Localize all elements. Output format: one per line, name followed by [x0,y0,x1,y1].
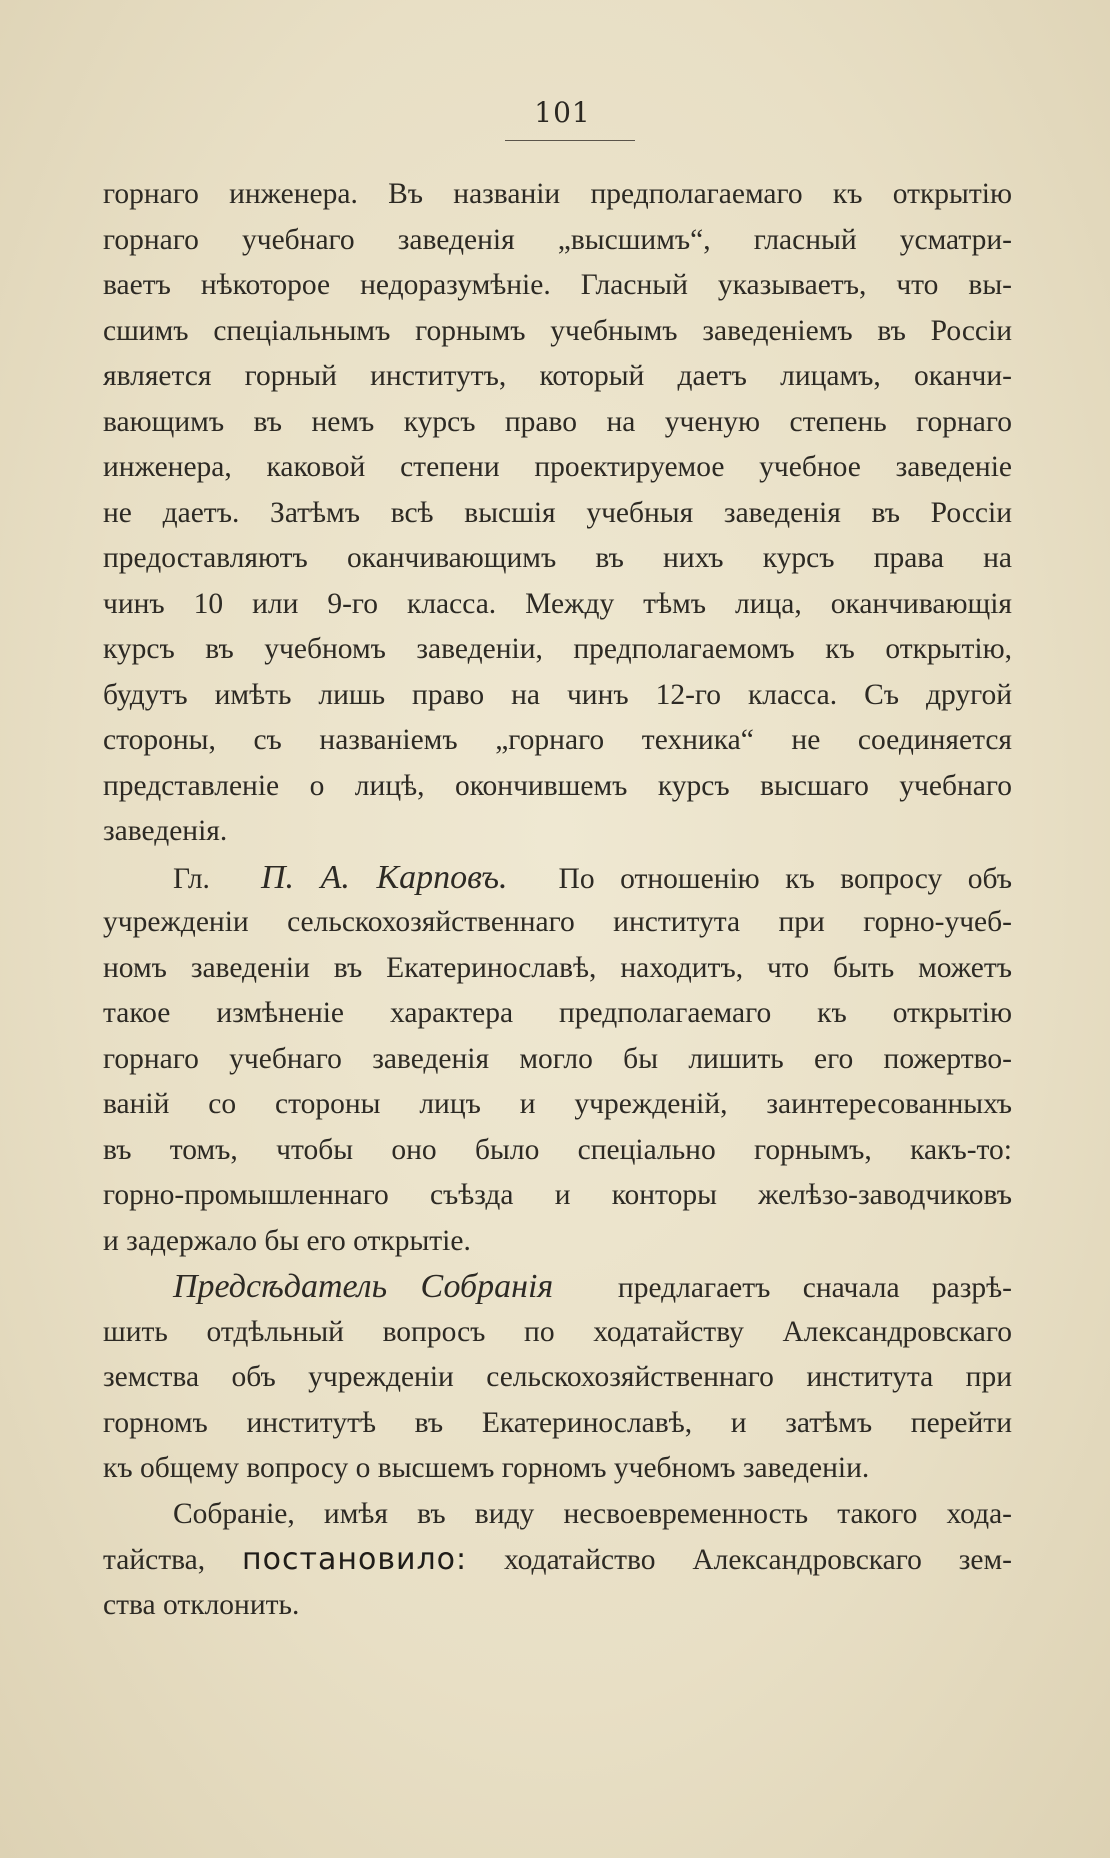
text-line: вающимъ въ немъ курсъ право на ученую степень горнаго [103,405,1012,438]
speaker-line-text: По отношенію къ вопросу объ [558,862,1012,895]
text-line: горнаго учебнаго заведенія „высшимъ“, гласный усматри- [103,223,1012,256]
text-line: является горный институтъ, который даетъ лицамъ, оканчи- [103,360,1012,392]
paragraph-1 [103,172,1012,855]
speaker-line [103,855,1012,901]
resolution-line-end: ходатайство Александровскаго зем- [504,1544,1012,1576]
text-line: и задержало бы его открытіе. [103,1224,471,1257]
text-line: курсъ въ учебномъ заведеніи, предполагаемомъ къ открытію, [103,633,1012,665]
text-line: стороны, съ названіемъ „горнаго техника“ не соединяется [103,724,1012,756]
header-rule [505,140,635,141]
text-line: сшимъ спеціальнымъ горнымъ учебнымъ заведеніемъ въ Россіи [103,314,1012,347]
text-line: къ общему вопросу о высшемъ горномъ учебномъ заведеніи. [103,1452,870,1484]
text-line: не даетъ. Затѣмъ всѣ высшія учебныя заведенія въ Россіи [103,496,1012,529]
text-line: шить отдѣльный вопросъ по ходатайству Александровскаго [103,1315,1012,1348]
resolution-line-start: тайства, [103,1544,206,1576]
text-line: будутъ имѣть лишь право на чинъ 12-го класса. Съ другой [103,678,1012,711]
text-line: предоставляютъ оканчивающимъ въ нихъ курсъ права на [103,542,1012,574]
paragraph-2 [103,855,1012,1265]
speaker-line [103,1264,1012,1310]
text-line: земства объ учрежденіи сельскохозяйственнаго института при [103,1361,1012,1393]
text-line: представленіе о лицѣ, окончившемъ курсъ высшаго учебнаго [103,769,1012,802]
text-line: учрежденіи сельскохозяйственнаго института при горно-учеб- [103,906,1012,938]
text-line: въ томъ, чтобы оно было спеціально горнымъ, какъ-то: [103,1133,1012,1166]
text-line: Собраніе, имѣя въ виду несвоевременность такого хода- [173,1497,1012,1530]
body-text [103,172,1012,1628]
text-line: такое измѣненіе характера предполагаемаго къ открытію [103,997,1012,1029]
speaker-line-text: предлагаетъ сначала разрѣ- [617,1272,1012,1304]
text-line: горно-промышленнаго съѣзда и конторы желѣзо-заводчиковъ [103,1179,1012,1211]
text-line: заведенія. [103,815,228,847]
resolution-word: постановило: [242,1542,468,1577]
text-line: горнаго инженера. Въ названіи предполагаемаго къ открытію [103,178,1012,210]
resolution-line [103,1537,1012,1583]
text-line: ваній со стороны лицъ и учрежденій, заинтересованныхъ [103,1088,1012,1120]
page-number: 101 [534,96,591,129]
text-line: ства отклонить. [103,1588,300,1621]
paragraph-3 [103,1264,1012,1492]
text-line: инженера, каковой степени проектируемое учебное заведеніе [103,451,1012,483]
text-line: чинъ 10 или 9-го класса. Между тѣмъ лица, оканчивающія [103,587,1012,620]
text-line: ваетъ нѣкоторое недоразумѣніе. Гласный указываетъ, что вы- [103,269,1012,301]
text-line: номъ заведеніи въ Екатеринославѣ, находитъ, что быть можетъ [103,951,1012,984]
speaker-prefix: Гл. [173,862,210,895]
speaker-name: Предсѣдатель Собранія [173,1268,554,1305]
paragraph-4 [103,1492,1012,1629]
text-line: горнаго учебнаго заведенія могло бы лишить его пожертво- [103,1042,1012,1075]
speaker-name: П. А. Карповъ. [260,858,508,896]
text-line: горномъ институтѣ въ Екатеринославѣ, и затѣмъ перейти [103,1406,1012,1439]
